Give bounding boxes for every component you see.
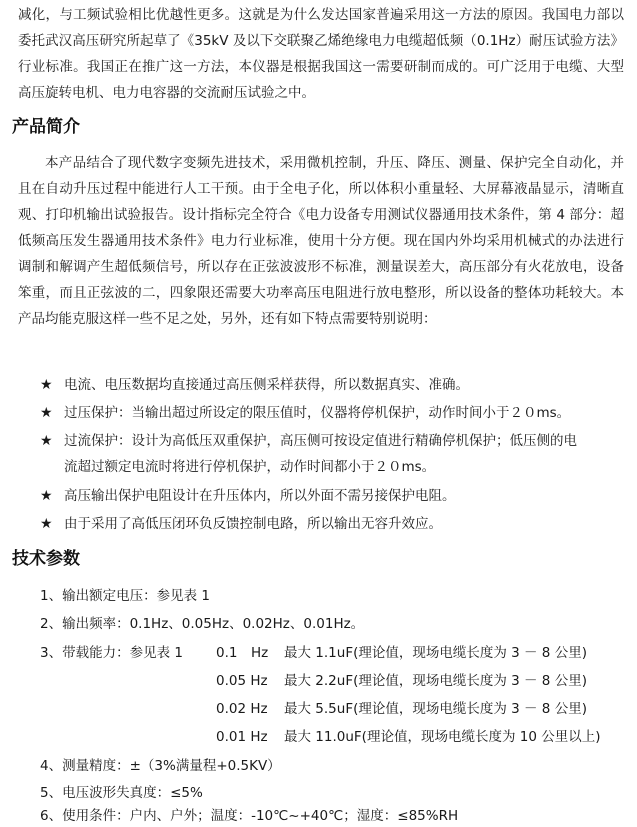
star-icon: ★ xyxy=(40,405,53,421)
capacity-value: 最大 5.5uF(理论值，现场电缆长度为 3 － 8 公里) xyxy=(284,701,587,717)
feature-bullet-1 xyxy=(40,372,630,398)
spec-item-5: 5、电压波形失真度：≤5% xyxy=(40,785,203,801)
feature-bullet-text: 电流、电压数据均直接通过高压侧采样获得，所以数据真实、准确。 xyxy=(64,377,469,393)
feature-bullet-5 xyxy=(40,511,630,537)
feature-bullet-text: 高压输出保护电阻设计在升压体内，所以外面不需另接保护电阻。 xyxy=(64,488,456,504)
feature-bullet-3 xyxy=(40,428,630,480)
capacity-frequency: 0.01 Hz xyxy=(216,729,268,745)
star-icon: ★ xyxy=(40,488,53,504)
feature-bullet-text: 过流保护：设计为高低压双重保护，高压侧可按设定值进行精确停机保护；低压侧的电 xyxy=(64,433,577,449)
feature-bullet-4 xyxy=(40,483,630,509)
spec-item-4: 4、测量精度：±（3%满量程+0.5KV） xyxy=(40,758,281,774)
spec-item-1: 1、输出额定电压：参见表 1 xyxy=(40,588,210,604)
feature-bullet-text-continued: 流超过额定电流时将进行停机保护，动作时间都小于２０ms。 xyxy=(64,459,436,475)
spec-item-2: 2、输出频率：0.1Hz、0.05Hz、0.02Hz、0.01Hz。 xyxy=(40,616,365,632)
tech-params-heading: 技术参数 xyxy=(12,549,80,569)
star-icon: ★ xyxy=(40,516,53,532)
star-icon: ★ xyxy=(40,377,53,393)
feature-bullet-text: 过压保护：当输出超过所设定的限压值时，仪器将停机保护，动作时间小于２０ms。 xyxy=(64,405,571,421)
capacity-value: 最大 2.2uF(理论值，现场电缆长度为 3 － 8 公里) xyxy=(284,673,587,689)
capacity-value: 最大 1.1uF(理论值，现场电缆长度为 3 － 8 公里) xyxy=(284,645,587,661)
spec-item-3: 3、带载能力：参见表 1 xyxy=(40,645,183,661)
product-intro-heading: 产品简介 xyxy=(12,117,80,137)
intro-continued-paragraph: 减化，与工频试验相比优越性更多。这就是为什么发达国家普遍采用这一方法的原因。我国电力部以委托武汉高压研究所起草了《35kV 及以下交联聚乙烯绝缘电力电缆超低频（0.1Hz）耐压试验方法》行业标准。我国正在推广这一方法，本仪器是根据我国这一需要研制而成的。可广泛用于电缆、大型高压旋转电机、电力电容器的交流耐压试验之中。 xyxy=(18,7,624,101)
capacity-frequency: 0.02 Hz xyxy=(216,701,268,717)
product-intro-paragraph: 本产品结合了现代数字变频先进技术，采用微机控制，升压、降压、测量、保护完全自动化，并且在自动升压过程中能进行人工干预。由于全电子化，所以体积小重量轻、大屏幕液晶显示，清晰直观、打印机输出试验报告。设计指标完全符合《电力设备专用测试仪器通用技术条件，第 4 部分：超低频高压发生器通用技术条件》电力行业标准，使用十分方便。现在国内外均采用机械式的办法进行调制和解调产生超低频信号，所以存在正弦波波形不标准，测量误差大，高压部分有火花放电，设备笨重，而且正弦波的二，四象限还需要大功率高压电阻进行放电整形，所以设备的整体功耗较大。本产品均能克服这样一些不足之处，另外，还有如下特点需要特别说明： xyxy=(18,155,624,327)
capacity-frequency: 0.05 Hz xyxy=(216,673,268,689)
capacity-value: 最大 11.0uF(理论值，现场电缆长度为 10 公里以上) xyxy=(284,729,601,745)
capacity-frequency: 0.1 Hz xyxy=(216,645,269,661)
spec-item-6: 6、使用条件：户内、户外；温度：-10℃~+40℃；湿度：≤85%RH xyxy=(40,808,459,824)
star-icon: ★ xyxy=(40,433,53,449)
feature-bullet-2 xyxy=(40,400,630,426)
feature-bullet-text: 由于采用了高低压闭环负反馈控制电路，所以输出无容升效应。 xyxy=(64,516,442,532)
